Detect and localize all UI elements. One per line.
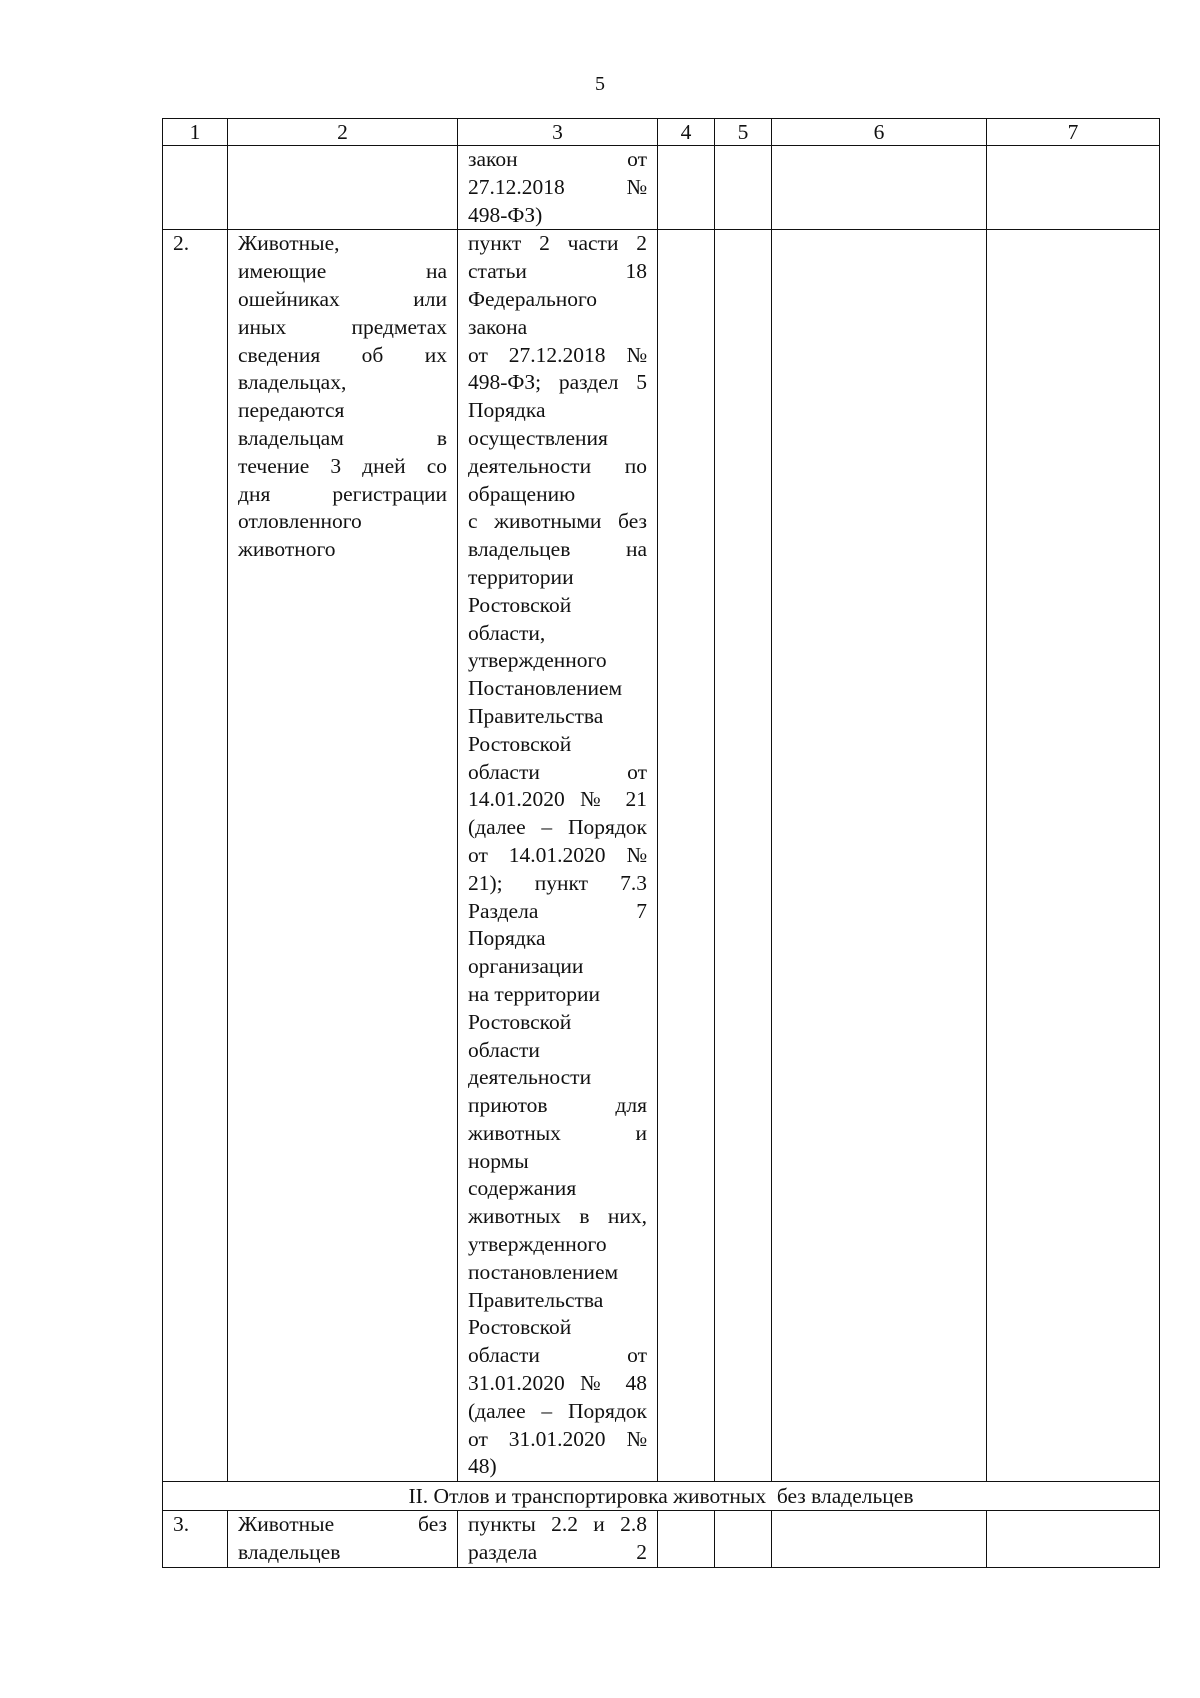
text-line: постановлением <box>468 1259 619 1284</box>
text-line: владельцев на <box>468 537 647 562</box>
text-line: утвержденного <box>468 648 607 673</box>
text-line: Правительства <box>468 703 604 728</box>
cell-col-5 <box>715 146 772 230</box>
text-line: животных и <box>468 1120 647 1145</box>
cell-col-7 <box>987 146 1160 230</box>
column-number-2: 2 <box>228 119 458 146</box>
text-line: 498-ФЗ; раздел 5 <box>468 370 647 395</box>
table-row-2 <box>163 230 1160 1482</box>
text-line: Постановлением <box>468 676 623 701</box>
cell-object <box>228 146 458 230</box>
row-number: 3. <box>163 1511 228 1568</box>
text-line: животных в них, <box>468 1204 647 1229</box>
text-line: на территории <box>468 981 600 1006</box>
text-line: с животными без <box>468 509 647 534</box>
text-line: организации <box>468 954 584 979</box>
cell-col-4 <box>658 230 715 1482</box>
cell-col-4 <box>658 146 715 230</box>
cell-col-6 <box>772 230 987 1482</box>
text-line: Ростовской <box>468 1315 572 1340</box>
text-line: Животные, <box>238 231 340 256</box>
text-line: утвержденного <box>468 1232 607 1257</box>
text-line: Ростовской <box>468 1009 572 1034</box>
text-line: нормы <box>468 1148 529 1173</box>
column-number-1: 1 <box>163 119 228 146</box>
text-line: Федерального <box>468 286 598 311</box>
table-row-3 <box>163 1511 1160 1568</box>
text-line: деятельности по <box>468 453 647 478</box>
page-number: 5 <box>595 73 605 95</box>
column-number-7: 7 <box>987 119 1160 146</box>
section-heading-row <box>163 1482 1160 1511</box>
text-line: отловленного <box>238 509 362 534</box>
text-line: содержания <box>468 1176 577 1201</box>
text-line: пункты 2.2 и 2.8 <box>468 1512 647 1537</box>
column-number-row <box>163 119 1160 146</box>
text-line: раздела 2 <box>468 1540 647 1565</box>
text-line: Порядка <box>468 926 546 951</box>
text-line: Ростовской <box>468 731 572 756</box>
row-number: 2. <box>163 230 228 1482</box>
text-line: владельцах, <box>238 370 347 395</box>
text-line: течение 3 дней со <box>238 453 447 478</box>
text-line: (далее – Порядок <box>468 1398 647 1423</box>
column-number-4: 4 <box>658 119 715 146</box>
cell-object <box>228 230 458 1482</box>
text-line: закона <box>468 314 528 339</box>
text-line: (далее – Порядок <box>468 815 647 840</box>
text-line: владельцам в <box>238 425 447 450</box>
text-line: области <box>468 1037 540 1062</box>
cell-col-6 <box>772 1511 987 1568</box>
text-line: Порядка <box>468 398 546 423</box>
text-line: деятельности <box>468 1065 592 1090</box>
column-number-3: 3 <box>458 119 658 146</box>
text-line: Правительства <box>468 1287 604 1312</box>
text-line: 27.12.2018 № <box>468 174 647 199</box>
text-line: от 31.01.2020 № <box>468 1426 647 1451</box>
text-line: Раздела 7 <box>468 898 647 923</box>
cell-legal-basis <box>458 230 658 1482</box>
cell-col-7 <box>987 230 1160 1482</box>
text-line: Ростовской <box>468 592 572 617</box>
cell-col-6 <box>772 146 987 230</box>
text-line: области от <box>468 1343 647 1368</box>
text-line: иных предметах <box>238 314 447 339</box>
text-line: передаются <box>238 398 345 423</box>
text-line: пункт 2 части 2 <box>468 231 647 256</box>
text-line: владельцев <box>238 1540 341 1565</box>
text-line: закон от <box>468 147 647 171</box>
text-line: 21); пункт 7.3 <box>468 870 647 895</box>
text-line: от 14.01.2020 № <box>468 842 647 867</box>
text-line: области от <box>468 759 647 784</box>
text-line: 48) <box>468 1454 497 1479</box>
cell-legal-basis <box>458 1511 658 1568</box>
text-line: осуществления <box>468 425 608 450</box>
column-number-5: 5 <box>715 119 772 146</box>
text-line: 498-ФЗ) <box>468 202 543 227</box>
text-line: сведения об их <box>238 342 447 367</box>
text-line: приютов для <box>468 1093 647 1118</box>
cell-col-5 <box>715 1511 772 1568</box>
cell-object <box>228 1511 458 1568</box>
table-row-continued <box>163 146 1160 230</box>
text-line: обращению <box>468 481 576 506</box>
cell-col-5 <box>715 230 772 1482</box>
cell-col-4 <box>658 1511 715 1568</box>
text-line: дня регистрации <box>238 481 447 506</box>
text-line: территории <box>468 564 574 589</box>
text-line: животного <box>238 537 336 562</box>
text-line: 14.01.2020 № 21 <box>468 787 647 812</box>
requirements-table <box>162 118 1160 1568</box>
section-title: II. Отлов и транспортировка животных без владельцев <box>163 1482 1160 1511</box>
text-line: статьи 18 <box>468 259 647 284</box>
text-line: ошейниках или <box>238 286 447 311</box>
column-number-6: 6 <box>772 119 987 146</box>
cell-num <box>163 146 228 230</box>
cell-col-7 <box>987 1511 1160 1568</box>
text-line: от 27.12.2018 № <box>468 342 647 367</box>
text-line: имеющие на <box>238 259 447 284</box>
cell-legal-basis <box>458 146 658 230</box>
text-line: 31.01.2020 № 48 <box>468 1371 647 1396</box>
text-line: области, <box>468 620 546 645</box>
text-line: Животные без <box>238 1512 447 1537</box>
